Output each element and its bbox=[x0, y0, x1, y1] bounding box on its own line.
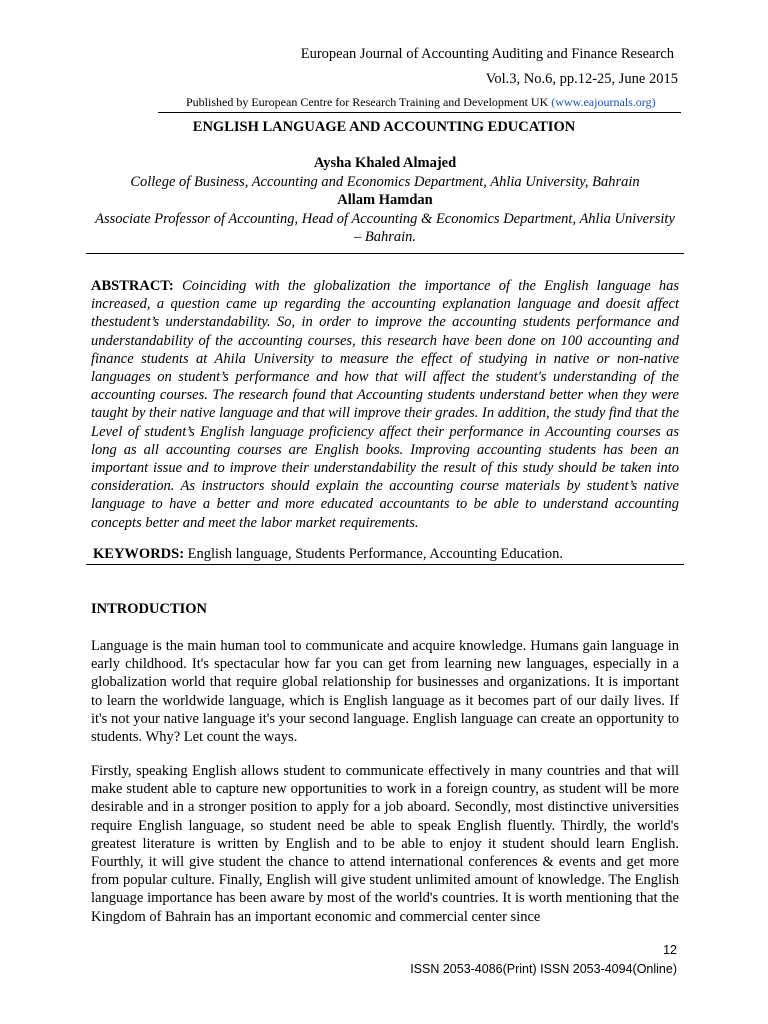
page-number: 12 bbox=[663, 943, 677, 957]
volume-info: Vol.3, No.6, pp.12-25, June 2015 bbox=[485, 71, 678, 87]
section-heading-introduction: INTRODUCTION bbox=[91, 601, 208, 617]
author-affiliation: Associate Professor of Accounting, Head of Accounting & Economics Department, Ahlia University – Bahrain. bbox=[95, 210, 675, 245]
publisher-line bbox=[186, 95, 656, 110]
issn-footer: ISSN 2053-4086(Print) ISSN 2053-4094(Online) bbox=[410, 962, 677, 976]
journal-name: European Journal of Accounting Auditing and Finance Research bbox=[300, 46, 674, 62]
author-name: Aysha Khaled Almajed bbox=[313, 155, 457, 171]
body-paragraph: Firstly, speaking English allows student to communicate effectively in many countries and that will make student able to capture new opportunities to work in a foreign country, as student will be more desirable and in a stronger position to apply for a job aboard. Secondly, most distinctive universities require English language, so student need be able to speak English fluently. Thirdly, the world's greatest literature is written by English and to be able to enjoy it student should learn English. Fourthly, it will give student the chance to attend international conferences & events and get more from popular culture. Finally, English will give student unlimited amount of knowledge. The English language importance has been aware by most of the world's countries. It is worth mentioning that the Kingdom of Bahrain has an important economic and commercial center since bbox=[91, 763, 679, 925]
abstract-top-rule bbox=[86, 253, 684, 254]
header-rule bbox=[158, 112, 681, 113]
paper-title: ENGLISH LANGUAGE AND ACCOUNTING EDUCATION bbox=[192, 119, 576, 135]
abstract-label: ABSTRACT: bbox=[91, 278, 174, 294]
keywords-rule bbox=[86, 564, 684, 565]
keywords-text: English language, Students Performance, Accounting Education. bbox=[187, 546, 563, 562]
publisher-text: Published by European Centre for Research Training and Development UK bbox=[186, 95, 549, 109]
author-name: Allam Hamdan bbox=[337, 192, 433, 208]
abstract-text: Coinciding with the globalization the importance of the English language has increased, a question came up regarding the accounting explanation language and doesit affect thestudent’s understandability. So, in order to improve the accounting students performance and understandability of the accounting courses, this research have been done on 100 accounting and finance students at Ahila University to measure the effect of studying in native or non-native languages on student’s performance and how that will affect the student's understanding of the accounting courses. The research found that Accounting students understand better when they were taught by their native language and that will improve their grades. In addition, the study find that the Level of student’s English language proficiency affect their performance in Accounting courses as long as all accounting courses are English books. Improving accounting students has been an important issue and to improve their understandability the result of this study should be taken into consideration. As instructors should explain the accounting course materials by student’s native language to have a better and more educated accountants to be able to understand accounting concepts better and meet the labor market requirements. bbox=[91, 278, 680, 531]
author-affiliation: College of Business, Accounting and Economics Department, Ahlia University, Bahrain bbox=[130, 173, 640, 190]
abstract bbox=[91, 277, 679, 532]
body-paragraph: Language is the main human tool to communicate and acquire knowledge. Humans gain language in early childhood. It's spectacular how far you can get from learning new languages, especially in a globalization world that require global relationship for businesses and organizations. It is important to learn the worldwide language, which is English language as it becomes part of our daily lives. If it's not your native language it's your second language. English language can create an opportunity to students. Why? Let count the ways. bbox=[91, 638, 679, 746]
keywords-label: KEYWORDS: bbox=[93, 546, 185, 562]
author-block bbox=[90, 154, 680, 247]
journal-url-link[interactable]: (www.eajournals.org) bbox=[551, 95, 656, 109]
keywords bbox=[93, 546, 563, 563]
